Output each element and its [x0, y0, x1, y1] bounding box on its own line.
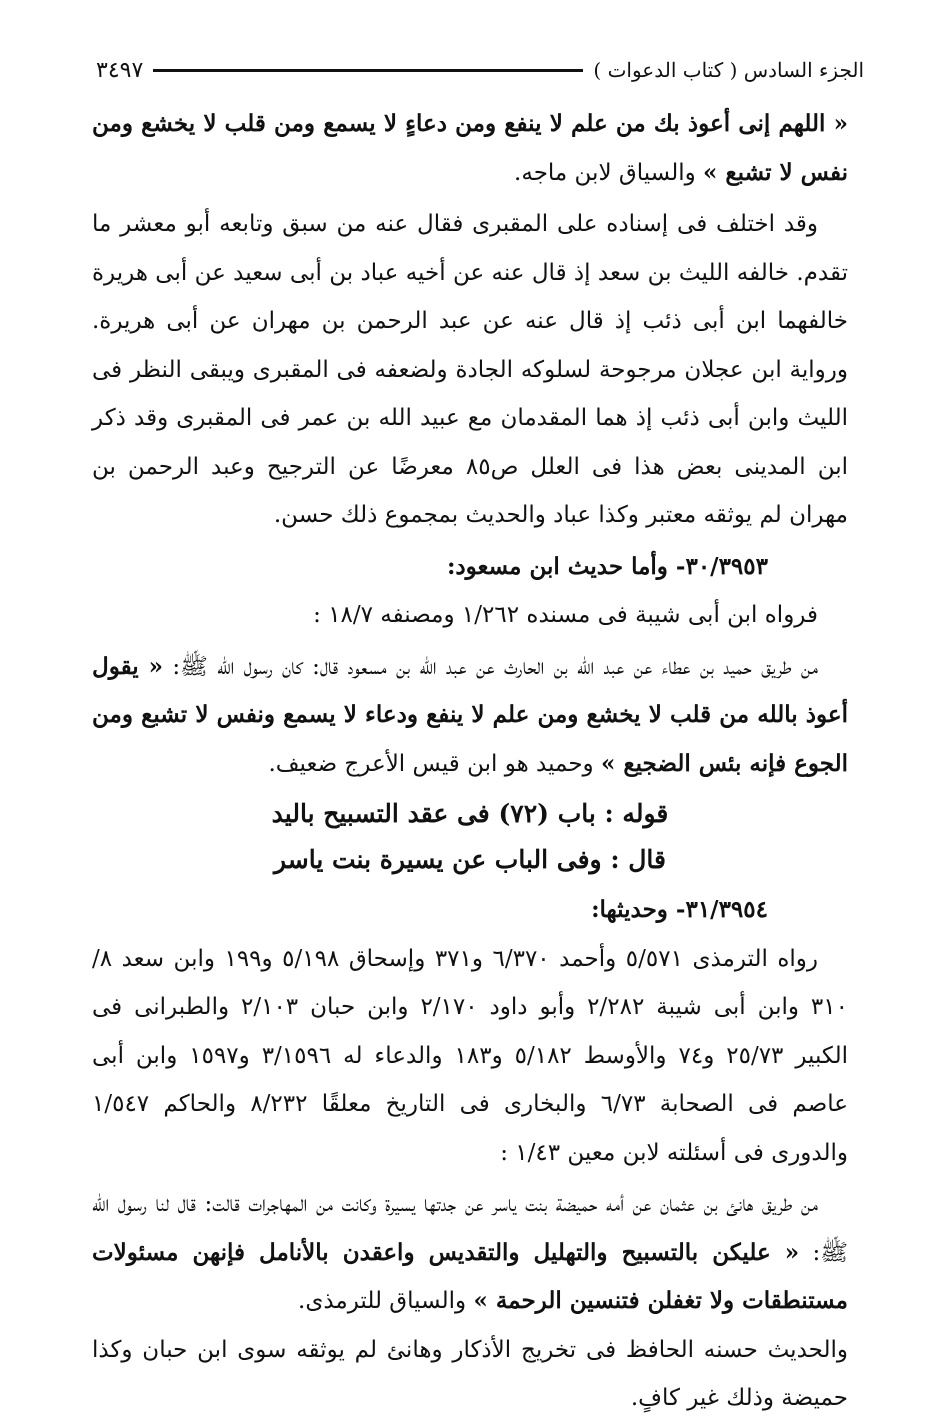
chain-text: من طريق حميد بن عطاء عن عبد الله بن الحارث عن عبد الله بن مسعود قال: كان رسول الله ﷺ: — [163, 653, 818, 680]
chain-paragraph — [92, 643, 848, 789]
page-number: ٣٤٩٧ — [96, 57, 144, 83]
hadith-text-paragraph — [92, 100, 848, 197]
chain-text: من طريق هانئ بن عثمان عن أمه حميضة بنت ياسر عن جدتها يسيرة وكانت من المهاجرات قالت: قال لنا رسول الله ﷺ: — [92, 1191, 848, 1266]
hadith-quote: « عليكن بالتسبيح والتهليل والتقديس واعقدن بالأنامل فإنهن مسئولات مستنطقات ولا تغفلن فتنسين الرحمة » — [92, 1238, 848, 1314]
discussion-paragraph: وقد اختلف فى إسناده على المقبرى فقال عنه من سبق وتابعه أبو معشر ما تقدم. خالفه الليث بن سعد إذ قال عنه عن أخيه عباد بن أبى سعيد عن أبى هريرة خالفهما ابن أبى ذئب إذ قال عنه عن عبد الرحمن بن مهران عن أبى هريرة. ورواية ابن عجلان مرجوحة لسلوكه الجادة ولضعفه فى المقبرى ويبقى النظر فى الليث وابن أبى ذئب إذ هما المقدمان مع عبيد الله بن عمر فى المقبرى وقد ذكر ابن المدينى بعض هذا فى العلل ص٨٥ معرضًا عن الترجيح وعبد الرحمن بن مهران لم يوثقه معتبر وكذا عباد والحديث بمجموع ذلك حسن. — [92, 211, 848, 528]
sources-paragraph: رواه الترمذى ٥/٥٧١ وأحمد ٦/٣٧٠ و٣٧١ وإسحاق ٥/١٩٨ و١٩٩ وابن سعد ٨/ ٣١٠ وابن أبى شيبة ٢/٢٨٢ وأبو داود ٢/١٧٠ وابن حبان ٢/١٠٣ والطبرانى فى الكبير ٢٥/٧٣ و٧٤ والأوسط ٥/١٨٢ و١٨٣ والدعاء له ٣/١٥٩٦ و١٥٩٧ وابن أبى عاصم فى الصحابة ٦/٧٣ والبخارى فى التاريخ معلقًا ٨/٢٣٢ والحاكم ١/٥٤٧ والدورى فى أسئلته لابن معين ١/٤٣ : — [92, 945, 849, 1166]
hadith-number-heading: ٣٠/٣٩٥٣- وأما حديث ابن مسعود: — [446, 552, 768, 580]
header-rule — [153, 69, 583, 72]
running-title: الجزء السادس ( كتاب الدعوات ) — [593, 58, 864, 82]
conclusion-paragraph: والحديث حسنه الحافظ فى تخريج الأذكار وهانئ لم يوثقه سوى ابن حبان وكذا حميضة وذلك غير كافٍ. — [92, 1336, 848, 1411]
page-body — [92, 100, 848, 1423]
page-header — [96, 52, 864, 88]
hadith-number-heading: ٣١/٣٩٥٤- وحديثها: — [591, 896, 768, 923]
hadith-quote: « يقول أعوذ بالله من قلب لا يخشع ومن علم لا ينفع ودعاء لا يسمع ونفس لا تشبع ومن الجوع فإنه بئس الضجيع » — [92, 652, 848, 777]
text-span: والسياق للترمذى. — [298, 1288, 474, 1314]
chain-paragraph — [92, 1180, 848, 1326]
hadith-quote: « اللهم إنى أعوذ بك من علم لا ينفع ومن دعاءٍ لا يسمع ومن قلب لا يخشع ومن نفس لا تشبع » — [92, 110, 848, 186]
text-span: وحميد هو ابن قيس الأعرج ضعيف. — [268, 750, 601, 777]
text-span: والسياق لابن ماجه. — [514, 159, 704, 186]
chapter-subtitle: قال : وفى الباب عن يسيرة بنت ياسر — [273, 845, 667, 874]
source-paragraph: فرواه ابن أبى شيبة فى مسنده ١/٢٦٢ ومصنفه ١٨/٧ : — [313, 602, 818, 628]
chapter-title: قوله : باب (٧٢) فى عقد التسبيح باليد — [271, 799, 669, 828]
